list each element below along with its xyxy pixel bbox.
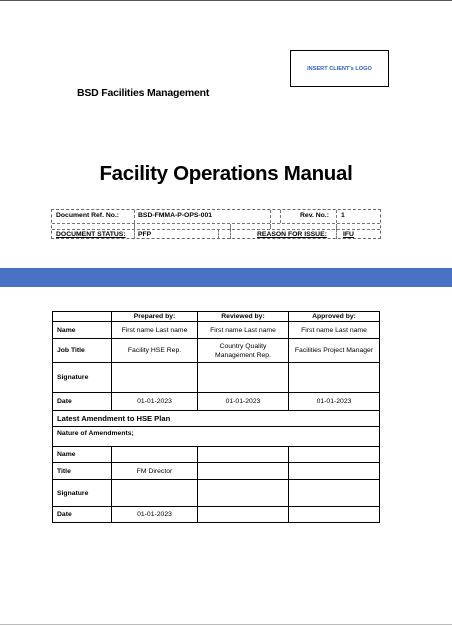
amendment-title-value-row [53,463,380,480]
approved-signature [289,363,380,393]
amendment-name-empty [289,447,380,463]
document-reference-box [51,209,381,239]
reviewed-signature [198,363,289,393]
signature-label: Signature [53,363,112,393]
status-value: PFP [138,231,152,238]
reason-label: REASON FOR ISSUE: [257,231,327,238]
header-cell-blank [53,312,112,322]
divider [134,229,135,239]
amendment-title-value: FM Director [112,463,198,480]
amendment-signature-empty [289,480,380,507]
header-prepared-by: Prepared by: [112,312,198,322]
doc-ref-value: BSD-FMMA-P-OPS-001 [138,212,213,219]
prepared-name: First name Last name [112,322,198,339]
amendment-name-row [53,447,380,463]
divider [134,210,135,223]
amendment-title-label: Title [53,463,112,480]
approved-job: Facilities Project Manager [289,339,380,363]
name-label: Name [53,322,112,339]
amendment-name-empty [198,447,289,463]
header-reviewed-by: Reviewed by: [198,312,289,322]
nature-of-amendments-label: Nature of Amendments; [53,427,380,447]
amendment-signature-value [112,480,198,507]
date-row [53,393,380,411]
prepared-job: Facility HSE Rep. [112,339,198,363]
amendment-title-empty [198,463,289,480]
nature-row [53,427,380,447]
section-divider-band [0,268,452,287]
name-row [53,322,380,339]
client-logo-placeholder [290,50,389,87]
date-label: Date [53,393,112,411]
document-title: Facility Operations Manual [99,162,353,185]
amendment-title-row [53,411,380,427]
amendment-date-label: Date [53,507,112,523]
amendment-date-empty [198,507,289,523]
divider [230,229,231,239]
rev-label: Rev. No.: [300,212,329,219]
amendment-signature-empty [198,480,289,507]
amendment-name-value [112,447,198,463]
signature-row [53,363,380,393]
amendment-date-empty [289,507,380,523]
job-title-label: Job Title [53,339,112,363]
page-top-rule [0,0,452,1]
amendment-title-empty [289,463,380,480]
amendment-title: Latest Amendment to HSE Plan [53,411,380,427]
reason-value: IFU [343,231,354,238]
header-approved-by: Approved by: [289,312,380,322]
reviewed-name: First name Last name [198,322,289,339]
amendment-name-label: Name [53,447,112,463]
logo-placeholder-text: INSERT CLIENT's LOGO [307,65,372,72]
job-title-row [53,339,380,363]
company-name: BSD Facilities Management [77,87,210,99]
reviewed-date: 01-01-2023 [198,393,289,411]
divider [280,210,281,223]
approved-name: First name Last name [289,322,380,339]
doc-status-row [52,229,380,239]
rev-value: 1 [341,212,345,219]
amendment-date-value: 01-01-2023 [112,507,198,523]
doc-ref-label: Document Ref. No.: [56,212,120,219]
approved-date: 01-01-2023 [289,393,380,411]
approvals-table [52,311,380,523]
status-label: DOCUMENT STATUS: [56,231,126,238]
prepared-date: 01-01-2023 [112,393,198,411]
reviewed-job: Country Quality Management Rep. [198,339,289,363]
divider [218,229,219,239]
approvals-header-row [53,312,380,322]
prepared-signature [112,363,198,393]
divider [336,229,337,239]
divider [336,210,337,223]
page-bottom-rule [0,624,452,625]
doc-ref-row [52,210,380,224]
amendment-signature-row [53,480,380,507]
amendment-signature-label: Signature [53,480,112,507]
amendment-date-row [53,507,380,523]
divider [270,210,271,223]
